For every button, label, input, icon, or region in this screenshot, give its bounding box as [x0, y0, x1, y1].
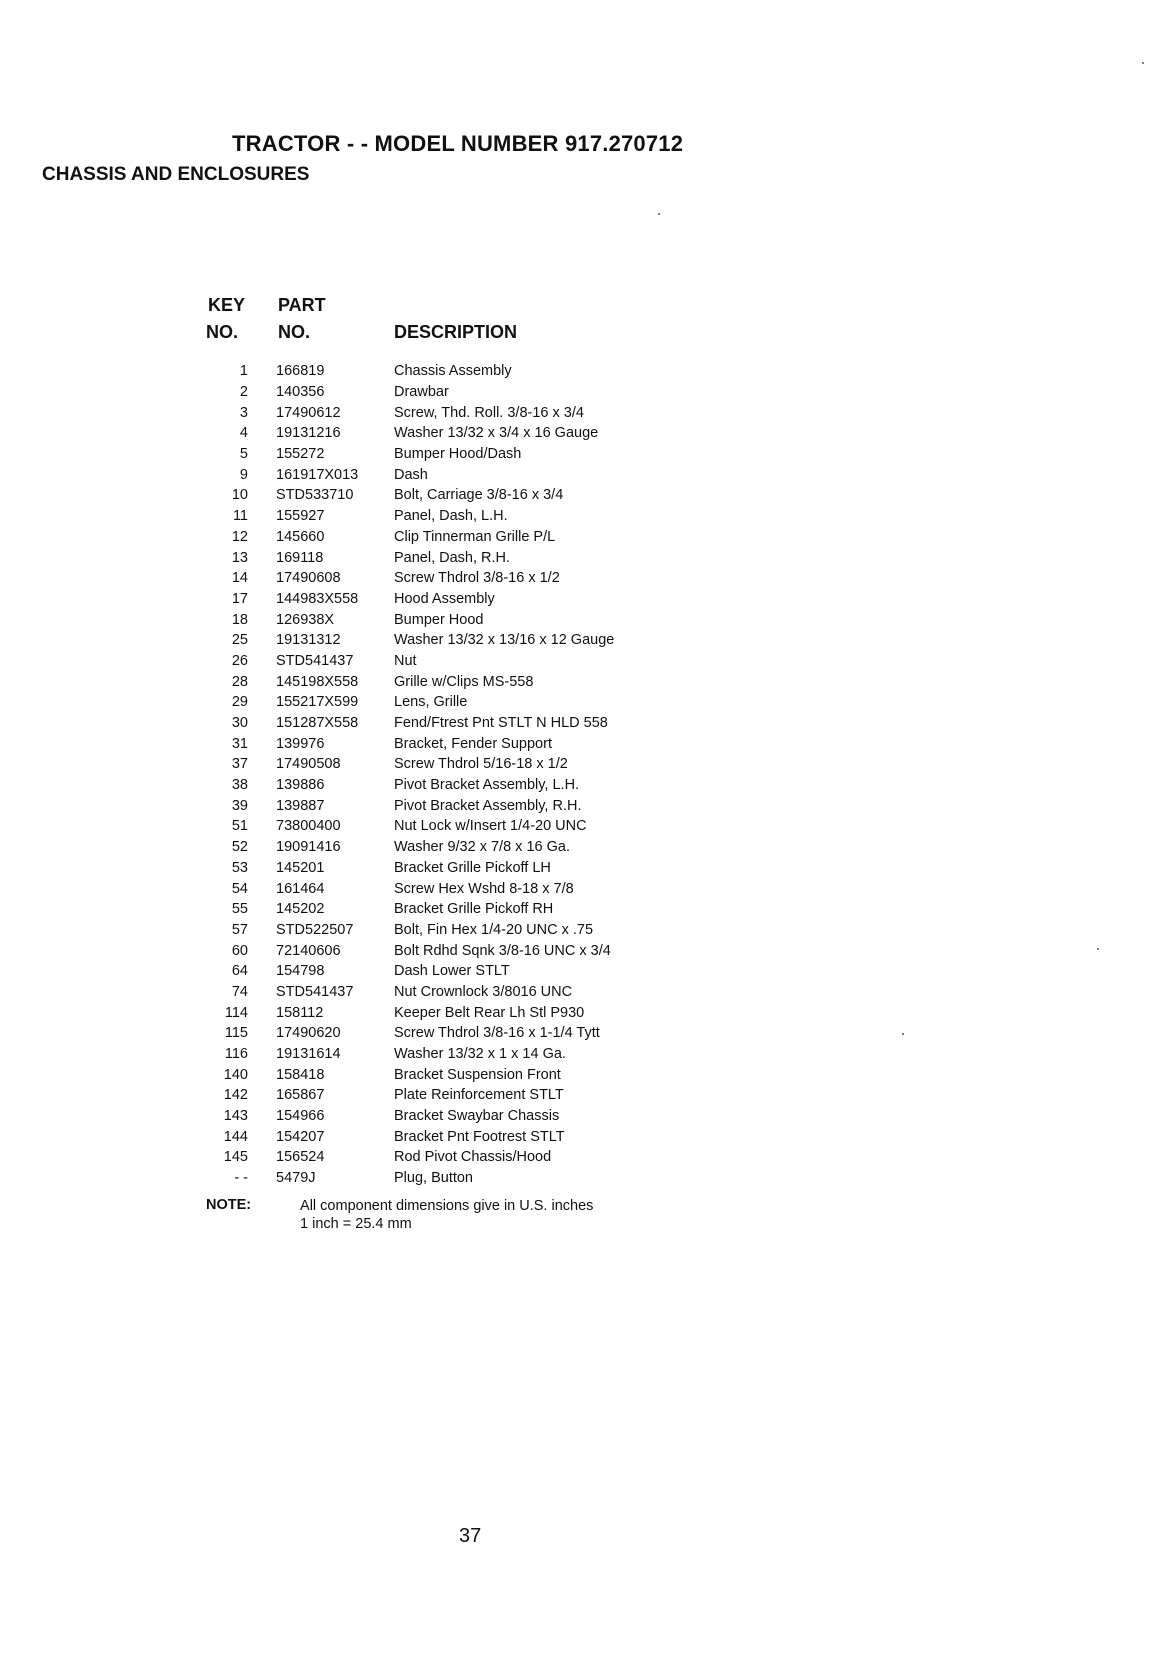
part-number: 158418 — [276, 1066, 325, 1083]
part-number: 145198X558 — [276, 673, 359, 690]
part-description: Rod Pivot Chassis/Hood — [394, 1149, 552, 1166]
part-description: Bracket Pnt Footrest STLT — [394, 1128, 565, 1145]
scan-speck — [1142, 62, 1144, 64]
key-number: 144 — [223, 1128, 248, 1145]
part-description: Fend/Ftrest Pnt STLT N HLD 558 — [394, 715, 608, 732]
part-number: 19091416 — [276, 839, 341, 856]
header-description: DESCRIPTION — [394, 322, 518, 342]
table-row — [206, 1106, 766, 1127]
key-number: 54 — [231, 880, 248, 897]
key-number: 52 — [231, 839, 248, 856]
part-description: Washer 13/32 x 13/16 x 12 Gauge — [394, 632, 615, 649]
table-row — [206, 568, 766, 589]
note-line-1: All component dimensions give in U.S. inches — [300, 1198, 594, 1214]
part-number: 155217X599 — [276, 694, 359, 711]
part-number: 145660 — [276, 528, 325, 545]
part-number: 73800400 — [276, 818, 341, 835]
table-row — [206, 795, 766, 816]
part-description: Pivot Bracket Assembly, L.H. — [394, 777, 580, 794]
part-number: 155272 — [276, 446, 325, 463]
key-number: 3 — [239, 404, 248, 421]
part-description: Keeper Belt Rear Lh Stl P930 — [394, 1004, 585, 1021]
part-description: Panel, Dash, R.H. — [394, 549, 511, 566]
part-description: Panel, Dash, L.H. — [394, 508, 508, 525]
part-description: Clip Tinnerman Grille P/L — [394, 528, 556, 545]
table-row — [206, 982, 766, 1003]
key-number: 30 — [231, 715, 248, 732]
table-row — [206, 651, 766, 672]
table-row — [206, 1044, 766, 1065]
part-number: 139976 — [276, 735, 325, 752]
table-row — [206, 1085, 766, 1106]
part-number: 19131216 — [276, 425, 341, 442]
table-row — [206, 444, 766, 465]
key-number: 51 — [231, 818, 248, 835]
table-row — [206, 775, 766, 796]
part-number: STD533710 — [276, 487, 354, 504]
key-number: 29 — [231, 694, 248, 711]
table-row — [206, 671, 766, 692]
table-row — [206, 1126, 766, 1147]
part-number: 139887 — [276, 797, 325, 814]
table-row — [206, 878, 766, 899]
key-number: 145 — [223, 1149, 248, 1166]
table-row — [206, 713, 766, 734]
part-description: Screw, Thd. Roll. 3/8-16 x 3/4 — [394, 404, 584, 421]
key-number: 60 — [231, 942, 248, 959]
table-row — [206, 1168, 766, 1189]
part-description: Nut Crownlock 3/8016 UNC — [394, 983, 573, 1000]
part-number: 19131614 — [276, 1046, 341, 1063]
header-part-top: PART — [278, 295, 326, 315]
part-description: Drawbar — [394, 384, 449, 401]
key-number: 12 — [231, 528, 248, 545]
part-number: 144983X558 — [276, 590, 359, 607]
key-number: 142 — [223, 1087, 248, 1104]
part-description: Bracket Suspension Front — [394, 1066, 561, 1083]
part-description: Chassis Assembly — [394, 363, 512, 380]
part-description: Bumper Hood/Dash — [394, 446, 522, 463]
scan-speck — [1097, 948, 1099, 950]
key-number: 116 — [224, 1046, 248, 1063]
key-number: 64 — [231, 963, 248, 980]
part-description: Nut Lock w/Insert 1/4-20 UNC — [394, 818, 587, 835]
part-description: Lens, Grille — [394, 694, 468, 711]
page-number: 37 — [459, 1525, 482, 1547]
part-number: STD541437 — [276, 983, 354, 1000]
table-row — [206, 361, 766, 382]
part-number: 145202 — [276, 901, 325, 918]
part-number: 72140606 — [276, 942, 341, 959]
table-row — [206, 858, 766, 879]
part-number: STD541437 — [276, 652, 354, 669]
key-number: 26 — [231, 652, 248, 669]
table-row — [206, 837, 766, 858]
part-description: Nut — [394, 652, 417, 669]
table-row — [206, 940, 766, 961]
key-number: 55 — [231, 901, 248, 918]
table-row — [206, 816, 766, 837]
key-number: 17 — [231, 590, 248, 607]
part-number: STD522507 — [276, 921, 354, 938]
table-row — [206, 547, 766, 568]
key-number: 25 — [231, 632, 248, 649]
key-number: 13 — [231, 549, 248, 566]
table-row — [206, 1147, 766, 1168]
key-number: 140 — [223, 1066, 248, 1083]
table-row — [206, 464, 766, 485]
note-label: NOTE: — [206, 1197, 252, 1213]
key-number: - - — [234, 1170, 248, 1187]
part-number: 158112 — [276, 1004, 324, 1021]
part-description: Hood Assembly — [394, 590, 495, 607]
key-number: 28 — [231, 673, 248, 690]
part-number: 154966 — [276, 1108, 325, 1125]
scan-speck — [658, 213, 660, 215]
part-description: Washer 13/32 x 3/4 x 16 Gauge — [394, 425, 599, 442]
part-number: 154798 — [276, 963, 325, 980]
part-number: 5479J — [276, 1170, 316, 1187]
part-description: Bolt, Fin Hex 1/4-20 UNC x .75 — [394, 921, 594, 938]
note-line-2: 1 inch = 25.4 mm — [300, 1216, 412, 1232]
part-description: Bolt Rdhd Sqnk 3/8-16 UNC x 3/4 — [394, 942, 611, 959]
part-description: Bracket, Fender Support — [394, 735, 552, 752]
key-number: 57 — [231, 921, 248, 938]
table-row — [206, 899, 766, 920]
part-number: 161464 — [276, 880, 325, 897]
part-description: Plate Reinforcement STLT — [394, 1087, 564, 1104]
table-row — [206, 920, 766, 941]
part-number: 169118 — [276, 549, 324, 566]
note-text — [300, 1197, 593, 1233]
part-description: Screw Thdrol 3/8-16 x 1-1/4 Tytt — [394, 1025, 600, 1042]
part-number: 140356 — [276, 384, 325, 401]
part-description: Bumper Hood — [394, 611, 484, 628]
key-number: 10 — [231, 487, 248, 504]
table-row — [206, 1002, 766, 1023]
part-number: 151287X558 — [276, 715, 359, 732]
header-key-bottom: NO. — [206, 322, 239, 342]
part-number: 139886 — [276, 777, 325, 794]
scan-speck — [902, 1033, 904, 1035]
table-row — [206, 733, 766, 754]
part-description: Dash Lower STLT — [394, 963, 510, 980]
table-row — [206, 1023, 766, 1044]
part-number: 155927 — [276, 508, 325, 525]
key-number: 74 — [231, 983, 248, 1000]
table-row — [206, 609, 766, 630]
key-number: 2 — [239, 384, 248, 401]
key-number: 14 — [231, 570, 248, 587]
part-description: Grille w/Clips MS-558 — [394, 673, 534, 690]
part-description: Screw Hex Wshd 8-18 x 7/8 — [394, 880, 574, 897]
part-number: 17490608 — [276, 570, 341, 587]
part-number: 17490620 — [276, 1025, 341, 1042]
table-row — [206, 961, 766, 982]
table-row — [206, 630, 766, 651]
key-number: 18 — [231, 611, 248, 628]
table-row — [206, 402, 766, 423]
table-row — [206, 589, 766, 610]
key-number: 9 — [239, 466, 248, 483]
part-number: 154207 — [276, 1128, 325, 1145]
table-row — [206, 382, 766, 403]
table-row — [206, 527, 766, 548]
table-row — [206, 692, 766, 713]
key-number: 38 — [231, 777, 248, 794]
key-number: 143 — [223, 1108, 248, 1125]
part-description: Washer 9/32 x 7/8 x 16 Ga. — [394, 839, 570, 856]
part-description: Screw Thdrol 5/16-18 x 1/2 — [394, 756, 568, 773]
page-title: TRACTOR - - MODEL NUMBER 917.270712 — [232, 131, 684, 156]
header-part-bottom: NO. — [278, 322, 311, 342]
part-description: Bracket Grille Pickoff LH — [394, 859, 551, 876]
part-number: 165867 — [276, 1087, 325, 1104]
key-number: 11 — [232, 508, 248, 525]
part-number: 166819 — [276, 363, 325, 380]
part-description: Plug, Button — [394, 1170, 473, 1187]
part-number: 17490508 — [276, 756, 341, 773]
part-description: Bracket Swaybar Chassis — [394, 1108, 560, 1125]
table-row — [206, 485, 766, 506]
part-number: 156524 — [276, 1149, 325, 1166]
part-number: 161917X013 — [276, 466, 359, 483]
section-title: CHASSIS AND ENCLOSURES — [42, 164, 310, 185]
part-description: Bolt, Carriage 3/8-16 x 3/4 — [394, 487, 564, 504]
part-description: Washer 13/32 x 1 x 14 Ga. — [394, 1046, 566, 1063]
part-number: 126938X — [276, 611, 335, 628]
part-number: 17490612 — [276, 404, 341, 421]
key-number: 53 — [231, 859, 248, 876]
part-description: Bracket Grille Pickoff RH — [394, 901, 554, 918]
key-number: 115 — [224, 1025, 248, 1042]
part-description: Dash — [394, 466, 428, 483]
table-row — [206, 506, 766, 527]
key-number: 4 — [239, 425, 248, 442]
note — [206, 1197, 593, 1233]
key-number: 5 — [239, 446, 248, 463]
key-number: 39 — [231, 797, 248, 814]
table-row — [206, 423, 766, 444]
parts-list — [206, 361, 766, 1189]
table-row — [206, 754, 766, 775]
key-number: 31 — [231, 735, 248, 752]
part-number: 145201 — [276, 859, 325, 876]
key-number: 37 — [231, 756, 248, 773]
header-key-top: KEY — [208, 295, 246, 315]
part-description: Pivot Bracket Assembly, R.H. — [394, 797, 582, 814]
part-description: Screw Thdrol 3/8-16 x 1/2 — [394, 570, 560, 587]
key-number: 1 — [239, 363, 248, 380]
part-number: 19131312 — [276, 632, 341, 649]
key-number: 114 — [224, 1004, 248, 1021]
table-row — [206, 1064, 766, 1085]
